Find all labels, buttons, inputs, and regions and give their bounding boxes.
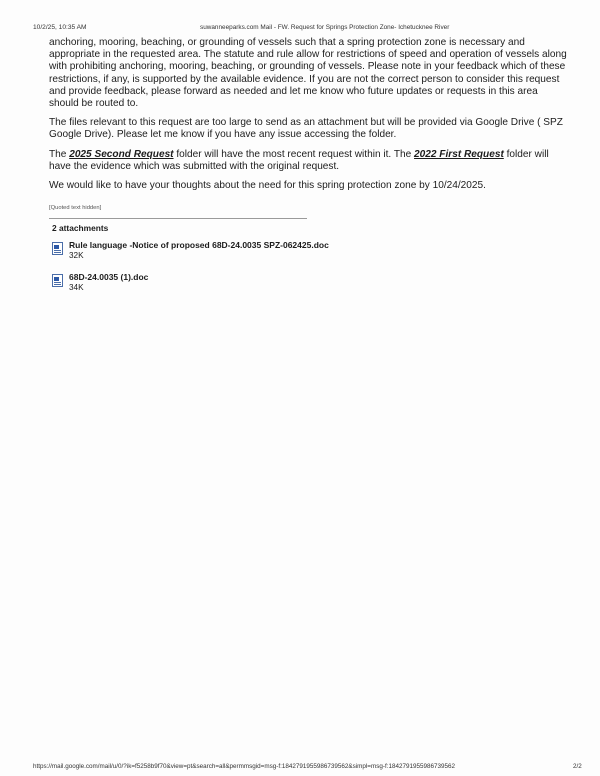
paragraph-folders-middle: folder will have the most recent request within it. The [173,148,415,160]
attachment-name[interactable]: 68D-24.0035 (1).doc [69,272,149,283]
paragraph-folders [49,149,569,173]
email-body [49,37,569,304]
paragraph-folders-suffix: folder will have the evidence which was submitted with the original request. [49,148,549,172]
paragraph-google-drive: The files relevant to this request are too large to send as an attachment but will be provided via Google Drive ( SPZ Google Drive). Please let me know if you have any issue accessing the folder. [49,117,563,141]
print-page-title: suwanneeparks.com Mail - FW. Request for Springs Protection Zone- Ichetucknee River [200,24,450,31]
attachment-size: 34K [69,283,84,293]
word-document-icon [52,242,63,255]
link-2025-second-request[interactable]: 2025 Second Request [69,148,174,160]
paragraph-restrictions: anchoring, mooring, beaching, or grounding of vessels such that a spring protection zone is necessary and appropriate in the requested area. The statute and rule allow for restrictions of speed and operation of vessels along with prohibiting anchoring, mooring, beaching, or grounding of vessels. Please note in your feedback which of these restrictions, if any, is supported by the available evidence. If you are not the correct person to consider this request and provide feedback, please forward as needed and let me know who future updates or requests in this area should be routed to. [49,37,567,110]
link-2022-first-request[interactable]: 2022 First Request [414,148,504,160]
word-document-icon [52,274,63,287]
attachment-item[interactable] [49,272,569,296]
attachment-size: 32K [69,251,84,261]
paragraph-deadline: We would like to have your thoughts about the need for this spring protection zone by 10/24/2025. [49,180,486,192]
print-url: https://mail.google.com/mail/u/0/?ik=f5258b9f70&view=pt&search=all&permmsgid=msg-f:1842791955986739562&simpl=msg-f:1842791955986739562 [33,763,455,770]
paragraph-folders-prefix: The [49,148,70,160]
page-number: 2/2 [573,763,582,770]
quoted-text-toggle[interactable]: [Quoted text hidden] [49,205,102,212]
attachments-divider [49,218,307,219]
attachment-name[interactable]: Rule language -Notice of proposed 68D-24.0035 SPZ-062425.doc [69,240,329,251]
attachments-count: 2 attachments [52,223,109,234]
attachment-item[interactable] [49,240,569,264]
print-datetime: 10/2/25, 10:35 AM [33,24,87,31]
